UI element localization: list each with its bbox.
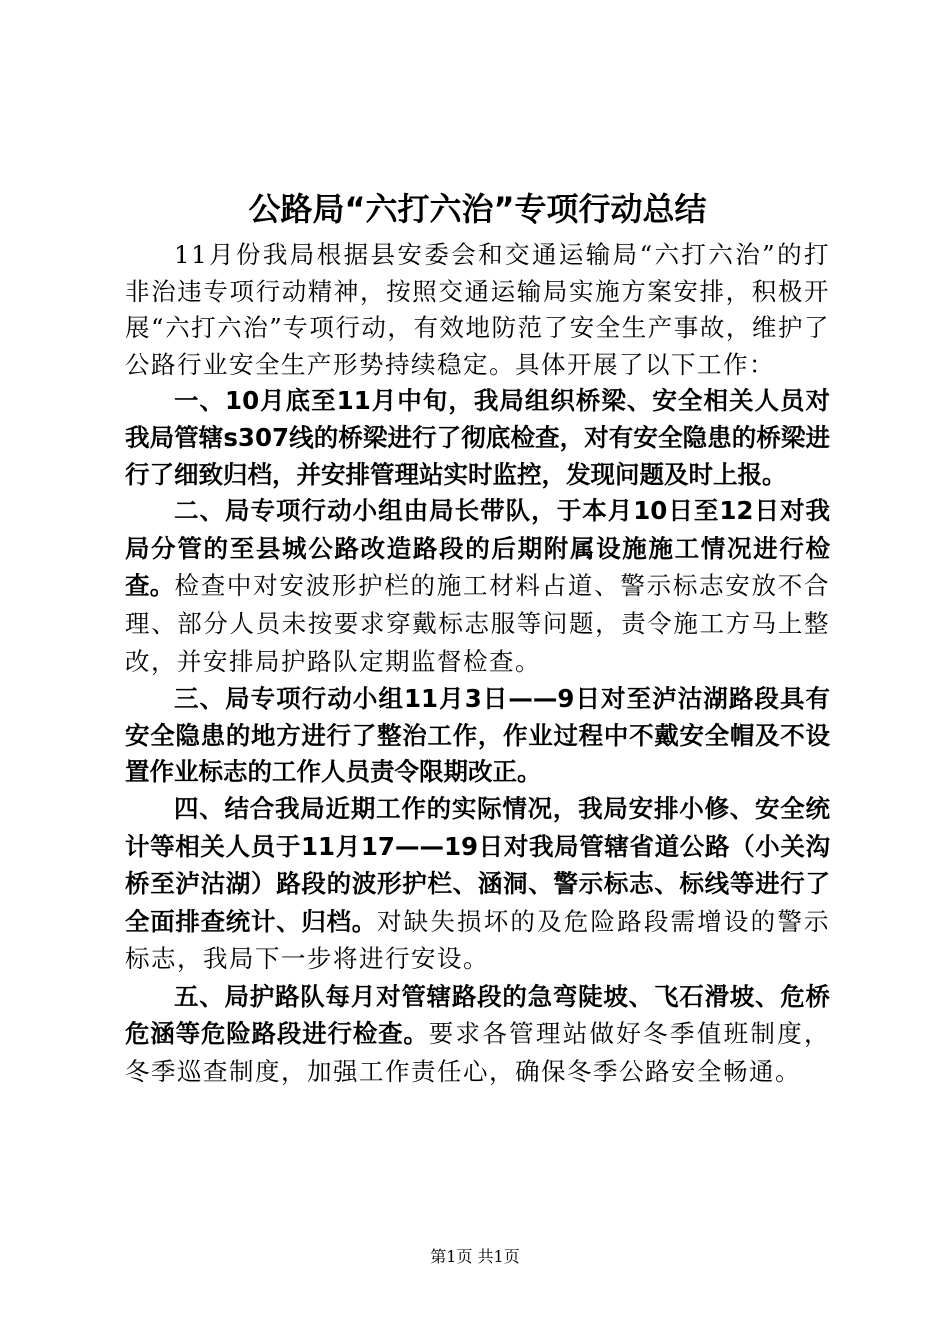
item-paragraph-4: [125, 791, 830, 979]
item-4-text-b: 对缺失损坏的及危险路段需增设的警示标志，我局下一步将进行安设。: [125, 906, 831, 974]
intro-paragraph: [125, 237, 830, 383]
page-title: 公路局“六打六治”专项行动总结: [248, 190, 707, 228]
item-5-text-a: 五、局护路队每月对管辖路段的急弯陡坡、飞石滑坡、危桥危涵等危险路段进行检查。: [125, 981, 830, 1049]
item-1-text: 一、10月底至11月中旬，我局组织桥梁、安全相关人员对我局管辖s307线的桥梁进行了彻底检查，对有安全隐患的桥梁进行了细致归档，并安排管理站实时监控，发现问题及时上报。: [125, 386, 830, 489]
intro-text: 11月份我局根据县安委会和交通运输局“六打六治”的打非治违专项行动精神，按照交通运输局实施方案安排，积极开展“六打六治”专项行动，有效地防范了安全生产事故，维护了公路行业安全生产形势持续稳定。具体开展了以下工作：: [125, 240, 830, 379]
item-3-text: 三、局专项行动小组11月3日——9日对至泸沽湖路段具有安全隐患的地方进行了整治工作，作业过程中不戴安全帽及不设置作业标志的工作人员责令限期改正。: [125, 684, 830, 787]
item-paragraph-1: [125, 383, 830, 493]
item-paragraph-5: [125, 979, 830, 1092]
item-2-text-b: 检查中对安波形护栏的施工材料占道、警示标志安放不合理、部分人员未按要求穿戴标志服等问题，责令施工方马上整改，并安排局护路队定期监督检查。: [125, 571, 831, 676]
item-2-text-a: 二、局专项行动小组由局长带队，于本月10日至12日对我局分管的至县城公路改造路段的后期附属设施施工情况进行检查。: [125, 496, 830, 601]
page-number-footer: 第1页 共1页: [430, 1247, 520, 1266]
item-5-text-b: 要求各管理站做好冬季值班制度，冬季巡查制度，加强工作责任心，确保冬季公路安全畅通。: [125, 1019, 831, 1087]
item-paragraph-3: [125, 681, 830, 791]
document-body: [125, 183, 830, 1092]
item-4-text-a: 四、结合我局近期工作的实际情况，我局安排小修、安全统计等相关人员于11月17——19日对我局管辖省道公路（小关沟桥至泸沽湖）路段的波形护栏、涵洞、警示标志、标线等进行了全面排查统计、归档。: [125, 793, 830, 936]
item-paragraph-2: [125, 493, 830, 681]
